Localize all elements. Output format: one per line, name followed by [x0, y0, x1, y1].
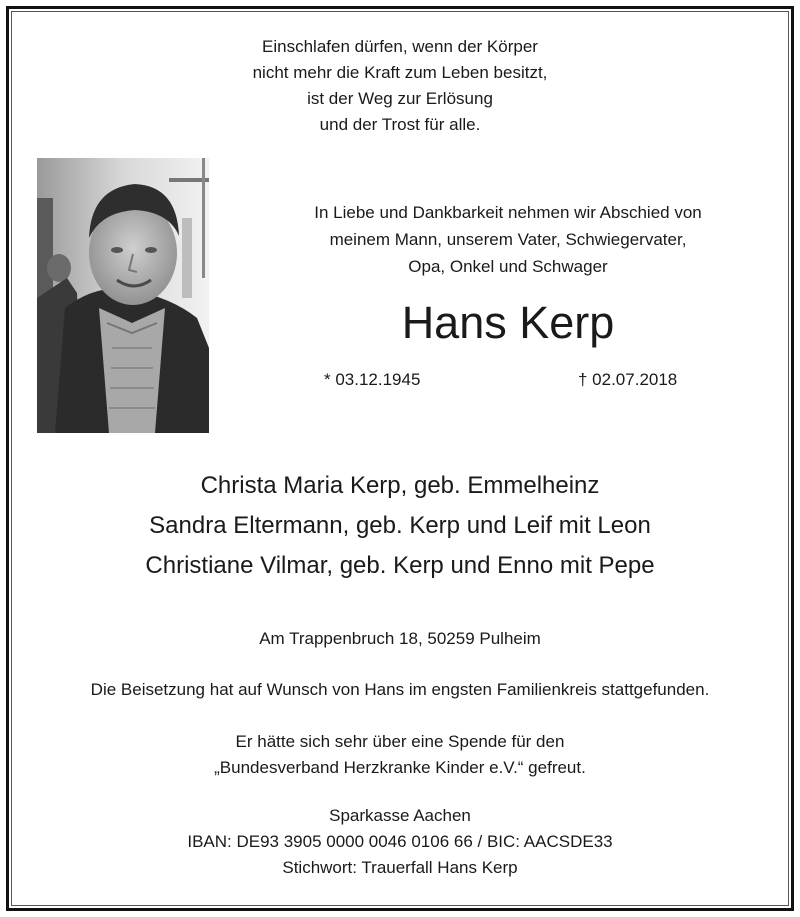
donation-line: Er hätte sich sehr über eine Spende für den — [235, 732, 565, 751]
death-date: † 02.07.2018 — [578, 370, 678, 389]
bank-name: Sparkasse Aachen — [329, 806, 471, 825]
bank-reference: Stichwort: Trauerfall Hans Kerp — [282, 858, 518, 877]
intro-line: In Liebe und Dankbarkeit nehmen wir Abschied von — [314, 203, 702, 222]
donation-note — [0, 729, 800, 781]
poem-line: nicht mehr die Kraft zum Leben besitzt, — [252, 63, 548, 82]
deceased-name: Hans Kerp — [401, 297, 615, 348]
poem-line: ist der Weg zur Erlösung — [307, 89, 493, 108]
poem-line: Einschlafen dürfen, wenn der Körper — [262, 37, 538, 56]
burial-note: Die Beisetzung hat auf Wunsch von Hans im engsten Familienkreis stattgefunden. — [90, 680, 710, 699]
portrait-photo — [37, 158, 209, 433]
intro-line: meinem Mann, unserem Vater, Schwiegervater, — [329, 230, 687, 249]
donation-line: „Bundesverband Herzkranke Kinder e.V.“ gefreut. — [214, 758, 586, 777]
farewell-intro — [268, 199, 748, 280]
bank-details — [0, 803, 800, 881]
birth-date: * 03.12.1945 — [324, 370, 421, 389]
family-members — [0, 466, 800, 586]
family-member-line: Christa Maria Kerp, geb. Emmelheinz — [200, 472, 600, 499]
memorial-poem — [0, 34, 800, 138]
family-address: Am Trappenbruch 18, 50259 Pulheim — [259, 629, 541, 648]
family-member-line: Christiane Vilmar, geb. Kerp und Enno mit Pepe — [145, 552, 655, 579]
family-member-line: Sandra Eltermann, geb. Kerp und Leif mit Leon — [149, 512, 651, 539]
poem-line: und der Trost für alle. — [319, 115, 481, 134]
bank-iban: IBAN: DE93 3905 0000 0046 0106 66 / BIC: AACSDE33 — [187, 832, 613, 851]
intro-line: Opa, Onkel und Schwager — [408, 257, 608, 276]
